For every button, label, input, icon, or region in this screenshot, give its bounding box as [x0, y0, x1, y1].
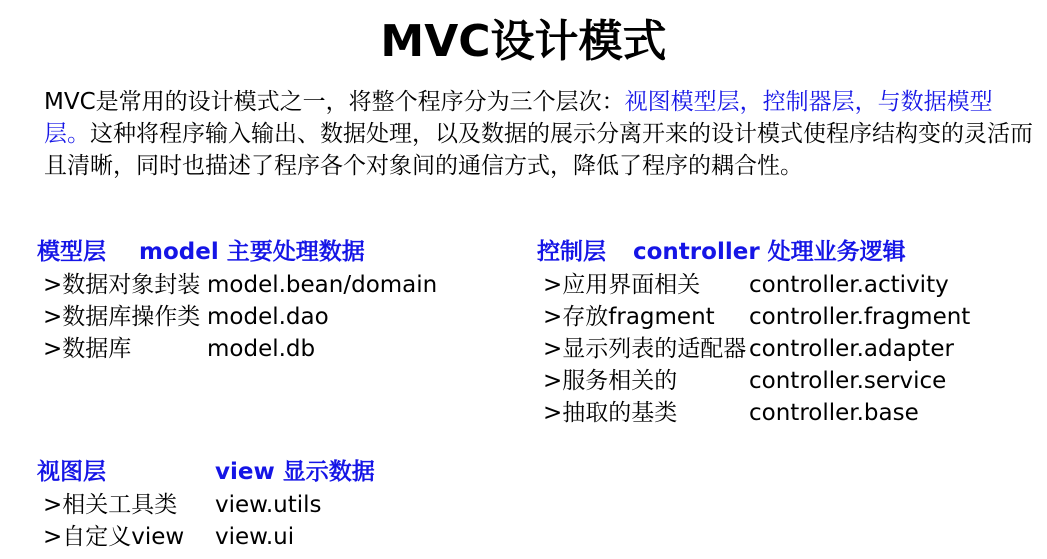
item-label: >显示列表的适配器 [543, 336, 747, 362]
model-section-heading [37, 237, 437, 269]
item-value: view.ui [215, 524, 295, 550]
page-title: MVC设计模式 [380, 16, 667, 67]
item-value: model.bean/domain [207, 272, 438, 298]
controller-section-heading [537, 237, 970, 269]
intro-text-part2: 这种将程序输入输出、数据处理，以及数据的展示分离开来的设计模式使程序结构变的灵活而且清晰，同时也描述了程序各个对象间的通信方式，降低了程序的耦合性。 [44, 121, 1033, 179]
list-item [37, 521, 375, 553]
list-item [537, 397, 970, 429]
item-label: >相关工具类 [43, 492, 178, 518]
list-item [37, 301, 437, 333]
view-heading-text: view 显示数据 [215, 459, 375, 485]
model-layer-name: 模型层 [37, 239, 106, 265]
item-label: >数据库操作类 [43, 304, 201, 330]
view-layer-name: 视图层 [37, 459, 106, 485]
list-item [37, 489, 375, 521]
item-value: controller.base [749, 400, 919, 426]
item-value: view.utils [215, 492, 322, 518]
item-label: >自定义view [43, 524, 185, 550]
item-value: controller.fragment [749, 304, 971, 330]
item-label: >应用界面相关 [543, 272, 701, 298]
item-value: controller.adapter [749, 336, 954, 362]
model-heading-text: model 主要处理数据 [139, 239, 365, 265]
list-item [537, 269, 970, 301]
list-item [537, 301, 970, 333]
item-label: >存放fragment [543, 304, 715, 330]
item-value: model.db [207, 336, 316, 362]
item-value: controller.activity [749, 272, 949, 298]
item-label: >抽取的基类 [543, 400, 678, 426]
item-label: >数据库 [43, 336, 132, 362]
item-label: >数据对象封装 [43, 272, 201, 298]
intro-text-part1: MVC是常用的设计模式之一，将整个程序分为三个层次： [44, 89, 625, 115]
view-section-heading [37, 457, 375, 489]
intro-paragraph [44, 86, 1034, 182]
controller-layer-name: 控制层 [537, 239, 606, 265]
list-item [537, 333, 970, 365]
item-value: model.dao [207, 304, 329, 330]
item-value: controller.service [749, 368, 947, 394]
list-item [537, 365, 970, 397]
model-section [37, 237, 437, 365]
controller-section [537, 237, 970, 429]
list-item [37, 333, 437, 365]
item-label: >服务相关的 [543, 368, 678, 394]
controller-heading-text: controller 处理业务逻辑 [633, 239, 906, 265]
intro-highlight: 视图模型层，控制器层，与数据模型层。 [44, 89, 993, 147]
view-section [37, 457, 375, 553]
list-item [37, 269, 437, 301]
